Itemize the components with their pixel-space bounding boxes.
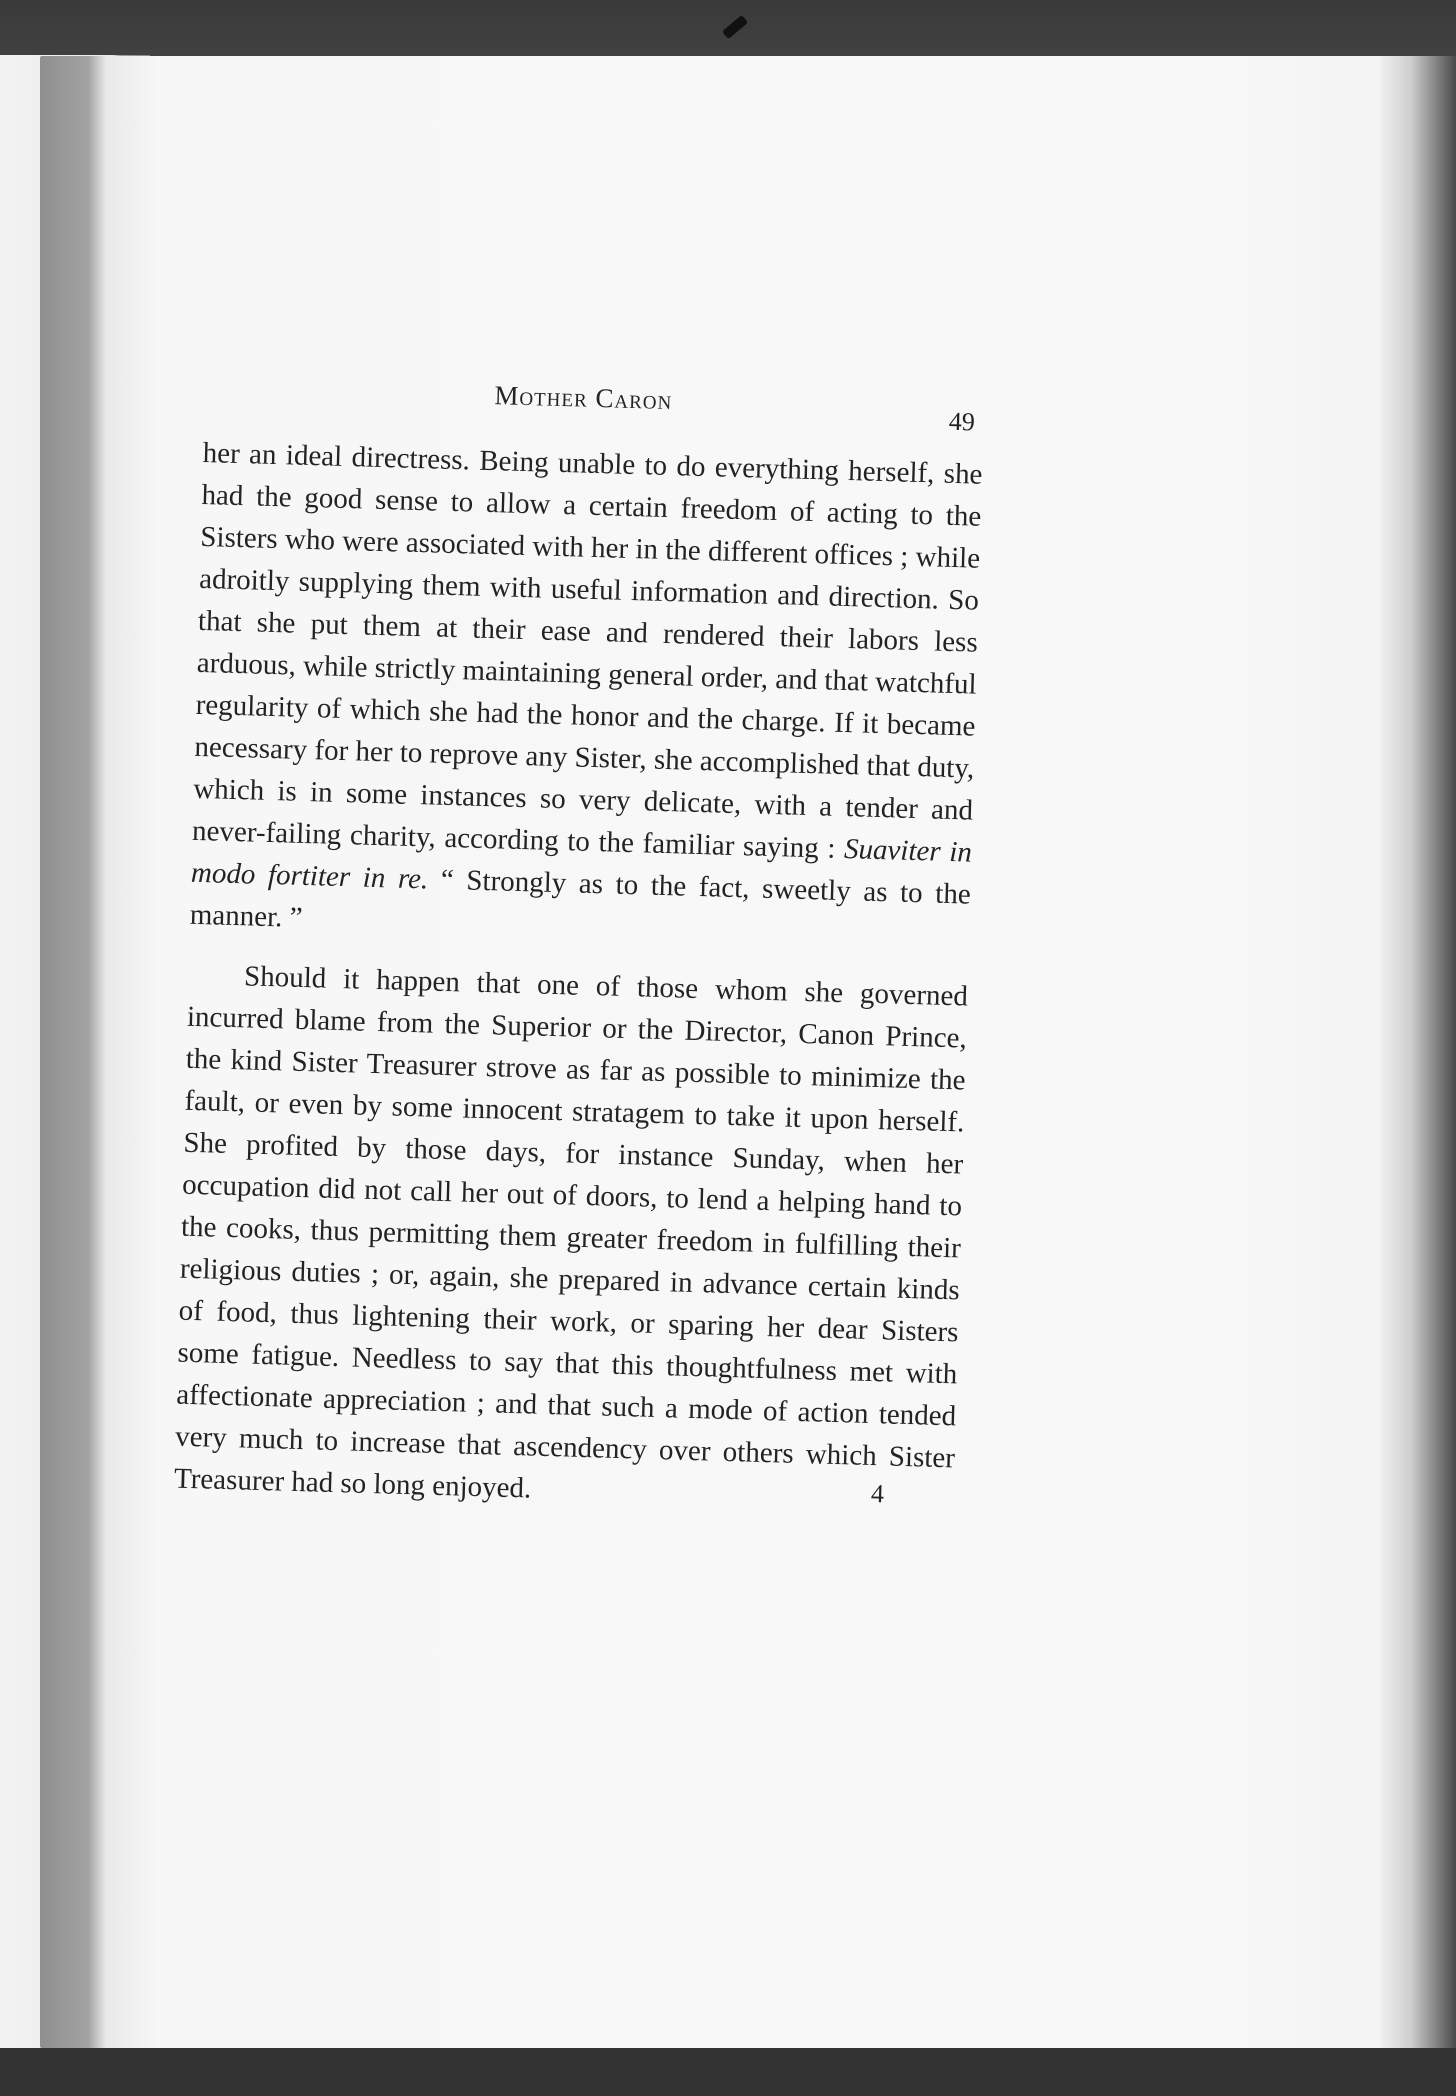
running-head-title: Mother Caron [494, 380, 673, 416]
paragraph-2: Should it happen that one of those whom she governed incurred blame from the Superior or the Director, Canon Prince, the kind Sister Treasurer strove as far as possible to minimize the fault, or even by some innocent stratagem to take it upon herself. She profited by those days, for instance Sunday, when her occupation did not call her out of doors, to lend a helping hand to the cooks, thus permitting them greater freedom in fulfilling their religious duties ; or, again, she prepared in advance certain kinds of food, thus lightening their work, or sparing her dear Sisters some fatigue. Needless to say that this thoughtfulness met with affectionate appreciation ; and that such a mode of action tended very much to increase that ascendency over others which Sister Treasurer had so long enjoyed. [173, 960, 969, 1505]
paragraph-1-text: her an ideal directress. Being unable to do everything herself, she had the good sense to allow a certain freedom of acting to the Sisters who were associated with her in the different offices ; while adroitly supplying them with useful information and direction. So that she put them at their ease and rendered their labors less arduous, while strictly maintaining general order, and that watchful regularity of which she had the honor and the charge. If it became necessary for her to reprove any Sister, she accomplished that duty, which is in some instances so very delicate, with a tender and never-failing charity, according to the familiar saying : [191, 436, 983, 866]
page-text-block [174, 372, 985, 1511]
page-edge-shadow [1380, 56, 1456, 2096]
signature-mark: 4 [870, 1479, 885, 1509]
stray-mark [722, 15, 748, 39]
page-number: 49 [948, 406, 976, 437]
latin-saying: Suaviter in modo fortiter in re. [190, 833, 973, 896]
scan-background [0, 2048, 1456, 2096]
paragraph-1 [189, 432, 983, 958]
paragraph-1-translation: “ Strongly as to the fact, sweetly as to the manner. ” [189, 863, 972, 934]
